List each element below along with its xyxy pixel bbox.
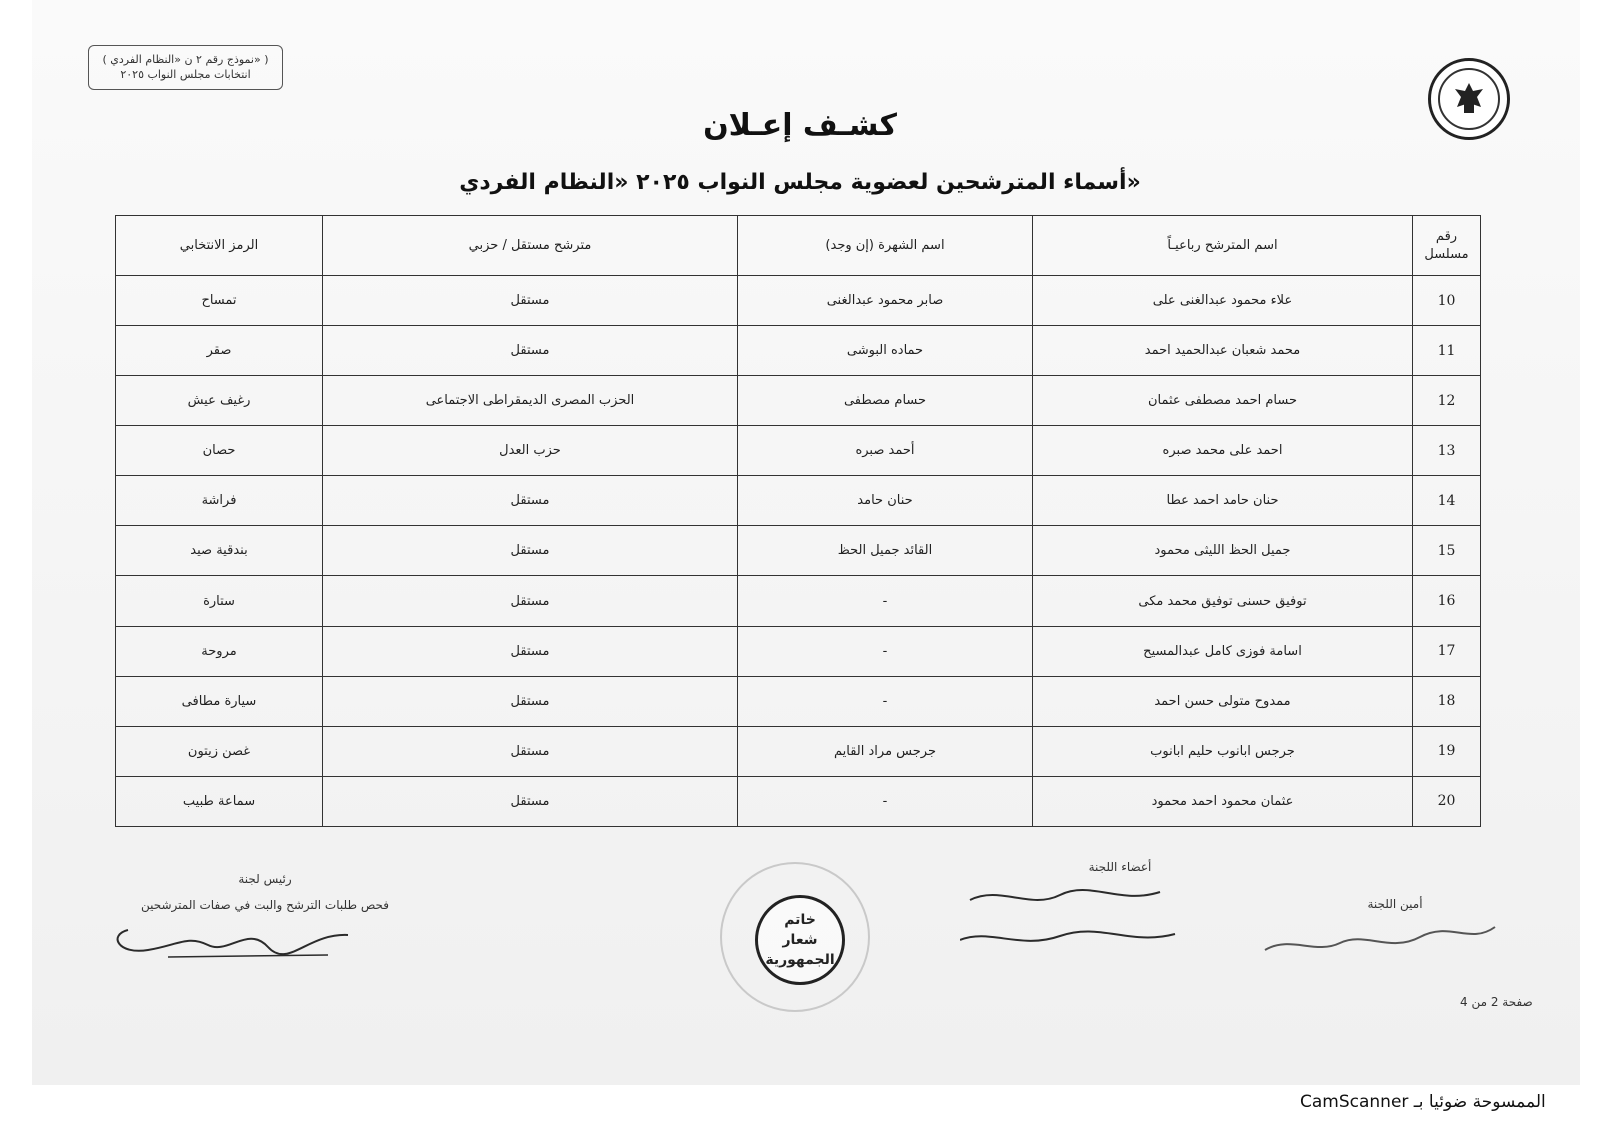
row-num: 11	[1413, 326, 1481, 376]
row-name: حسام احمد مصطفى عثمان	[1033, 376, 1413, 426]
table-header-row	[116, 216, 1481, 276]
table-row	[116, 526, 1481, 576]
members-title: أعضاء اللجنة	[1088, 860, 1152, 874]
header-symbol: الرمز الانتخابي	[116, 216, 323, 276]
row-symbol: رغيف عيش	[116, 376, 323, 426]
row-nickname: صابر محمود عبدالغنى	[738, 276, 1033, 326]
form-number-line2: انتخابات مجلس النواب ٢٠٢٥	[120, 68, 251, 81]
row-type: مستقل	[323, 626, 738, 676]
row-num: 15	[1413, 526, 1481, 576]
row-type: مستقل	[323, 576, 738, 626]
secretary-title: أمين اللجنة	[1367, 897, 1423, 911]
table-row	[116, 476, 1481, 526]
form-number-line1: ( نموذج رقم ٢ ن «النظام الفردي» )	[102, 53, 269, 66]
row-type: مستقل	[323, 776, 738, 826]
row-nickname: -	[738, 576, 1033, 626]
header-type: مترشح مستقل / حزبي	[323, 216, 738, 276]
row-name: عثمان محمود احمد محمود	[1033, 776, 1413, 826]
members-signatures-icon	[960, 880, 1190, 960]
row-symbol: مروحة	[116, 626, 323, 676]
row-nickname: -	[738, 626, 1033, 676]
row-name: محمد شعبان عبدالحميد احمد	[1033, 326, 1413, 376]
row-nickname: جرجس مراد القايم	[738, 726, 1033, 776]
table-row	[116, 376, 1481, 426]
row-nickname: القائد جميل الحظ	[738, 526, 1033, 576]
table-row	[116, 426, 1481, 476]
row-name: حنان حامد احمد عطا	[1033, 476, 1413, 526]
candidates-table	[115, 215, 1481, 827]
row-symbol: سماعة طبيب	[116, 776, 323, 826]
row-name: علاء محمود عبدالغنى على	[1033, 276, 1413, 326]
row-type: مستقل	[323, 326, 738, 376]
row-type: مستقل	[323, 726, 738, 776]
row-name: احمد على محمد صبره	[1033, 426, 1413, 476]
table-row	[116, 276, 1481, 326]
row-symbol: غصن زيتون	[116, 726, 323, 776]
row-symbol: ستارة	[116, 576, 323, 626]
row-type: مستقل	[323, 676, 738, 726]
row-name: جرجس ابانوب حليم ابانوب	[1033, 726, 1413, 776]
row-type: مستقل	[323, 276, 738, 326]
row-symbol: بندقية صيد	[116, 526, 323, 576]
row-name: جميل الحظ الليثى محمود	[1033, 526, 1413, 576]
row-name: اسامة فوزى كامل عبدالمسيح	[1033, 626, 1413, 676]
republic-stamp: خاتم شعار الجمهورية	[755, 895, 845, 985]
row-symbol: فراشة	[116, 476, 323, 526]
row-symbol: صقر	[116, 326, 323, 376]
row-num: 20	[1413, 776, 1481, 826]
chair-title: رئيس لجنة	[238, 872, 292, 886]
row-type: الحزب المصرى الديمقراطى الاجتماعى	[323, 376, 738, 426]
page-number: صفحة 2 من 4	[1460, 995, 1533, 1009]
row-type: حزب العدل	[323, 426, 738, 476]
table-row	[116, 326, 1481, 376]
table-row	[116, 776, 1481, 826]
chair-signature-icon	[108, 905, 358, 965]
row-num: 13	[1413, 426, 1481, 476]
table-row	[116, 576, 1481, 626]
row-nickname: حسام مصطفى	[738, 376, 1033, 426]
row-num: 10	[1413, 276, 1481, 326]
row-num: 12	[1413, 376, 1481, 426]
row-nickname: -	[738, 776, 1033, 826]
row-name: ممدوح متولى حسن احمد	[1033, 676, 1413, 726]
page-title: كشـف إعـلان	[703, 108, 897, 143]
form-number-box	[88, 45, 283, 90]
row-nickname: أحمد صبره	[738, 426, 1033, 476]
row-name: توفيق حسنى توفيق محمد مكى	[1033, 576, 1413, 626]
row-num: 19	[1413, 726, 1481, 776]
row-num: 14	[1413, 476, 1481, 526]
row-num: 16	[1413, 576, 1481, 626]
row-nickname: -	[738, 676, 1033, 726]
header-num: رقم مسلسل	[1413, 216, 1481, 276]
row-num: 18	[1413, 676, 1481, 726]
secretary-signature-icon	[1260, 915, 1500, 965]
row-symbol: سيارة مطافى	[116, 676, 323, 726]
chair-subtitle: فحص طلبات الترشح والبت في صفات المترشحين	[140, 898, 390, 912]
page-subtitle: أسماء المترشحين لعضوية مجلس النواب ٢٠٢٥ «النظام الفردي»	[459, 170, 1141, 195]
row-type: مستقل	[323, 526, 738, 576]
row-symbol: تمساح	[116, 276, 323, 326]
row-symbol: حصان	[116, 426, 323, 476]
row-num: 17	[1413, 626, 1481, 676]
row-nickname: حنان حامد	[738, 476, 1033, 526]
table-row	[116, 726, 1481, 776]
header-nickname: اسم الشهرة (إن وجد)	[738, 216, 1033, 276]
header-name: اسم المترشح رباعيـاً	[1033, 216, 1413, 276]
row-type: مستقل	[323, 476, 738, 526]
table-row	[116, 676, 1481, 726]
camscanner-footer: الممسوحة ضوئيا بـ CamScanner	[1300, 1092, 1546, 1112]
row-nickname: حماده البوشى	[738, 326, 1033, 376]
table-row	[116, 626, 1481, 676]
